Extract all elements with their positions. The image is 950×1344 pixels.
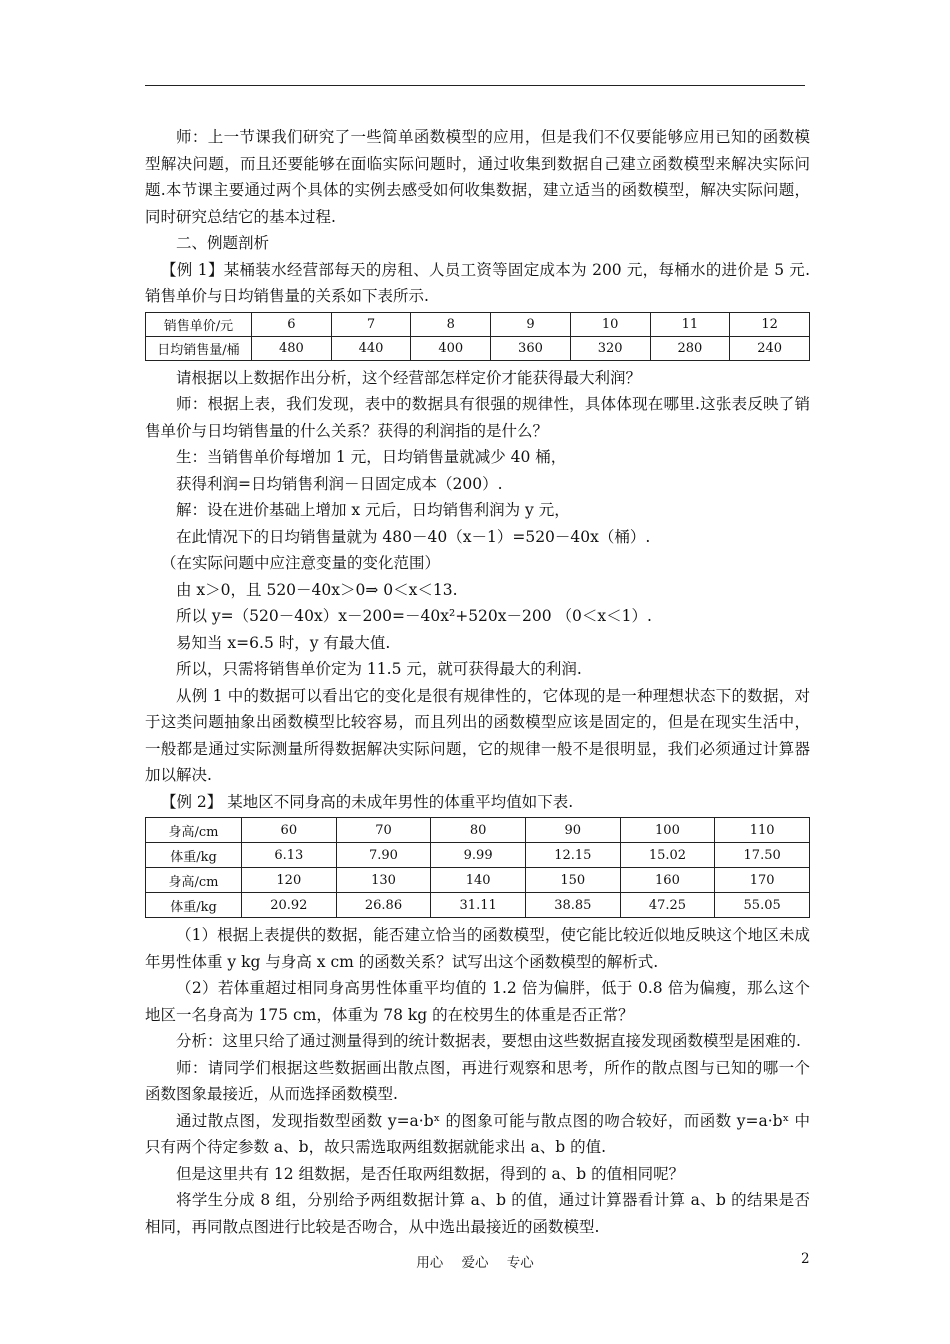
domain-derivation: 由 x＞0，且 520－40x＞0⇒ 0＜x＜13.	[176, 580, 458, 599]
example1-table	[145, 312, 810, 361]
solution-setup: 解：设在进价基础上增加 x 元后，日均销售利润为 y 元，	[176, 501, 570, 519]
example1-statement: 【例 1】某桶装水经营部每天的房租、人员工资等固定成本为 200 元，每桶水的进价是 5 元. 销售单价与日均销售量的关系如下表所示.	[145, 260, 810, 305]
table-cell: 120	[242, 868, 337, 893]
table-cell: 身高/cm	[146, 818, 242, 843]
example1-summary: 从例 1 中的数据可以看出它的变化是很有规律性的，它体现的是一种理想状态下的数据，对于这类问题抽象出函数模型比较容易，而且列出的函数模型应该是固定的，但是在现实生活中，一般都是通过实际测量所得数据解决实际问题，它的规律一般不是很明显，我们必须通过计算器加以解决.	[145, 686, 810, 784]
table-row	[146, 312, 810, 336]
table-cell: 6.13	[242, 843, 337, 868]
maximum-statement: 易知当 x=6.5 时，y 有最大值.	[176, 633, 391, 652]
table-cell: 280	[650, 336, 730, 360]
table-cell: 12	[730, 312, 810, 336]
page-body	[145, 124, 810, 1240]
question-1: （1）根据上表提供的数据，能否建立恰当的函数模型，使它能比较近似地反映这个地区未成年男性体重 y kg 与身高 x cm 的函数关系？试写出这个函数模型的解析式.	[145, 926, 810, 971]
table-cell: 31.11	[431, 893, 526, 918]
table-cell: 9.99	[431, 843, 526, 868]
table-cell: 90	[525, 818, 620, 843]
intro-paragraph: 师：上一节课我们研究了一些简单函数模型的应用，但是我们不仅要能够应用已知的函数模型解决问题，而且还要能够在面临实际问题时，通过收集到数据自己建立函数模型来解决实际问题.本节课主要通过两个具体的实例去感受如何收集数据，建立适当的函数模型，解决实际问题，同时研究总结它的基本过程.	[145, 128, 810, 226]
table-cell: 170	[715, 868, 810, 893]
table-row	[146, 336, 810, 360]
table-cell: 480	[252, 336, 332, 360]
table-cell: 400	[411, 336, 491, 360]
page-number: 2	[801, 1251, 810, 1267]
table-cell: 110	[715, 818, 810, 843]
table-cell: 7	[331, 312, 411, 336]
table-cell: 6	[252, 312, 332, 336]
table-cell: 320	[570, 336, 650, 360]
example2-statement: 【例 2】 某地区不同身高的未成年男性的体重平均值如下表.	[161, 792, 574, 811]
table-cell: 身高/cm	[146, 868, 242, 893]
example2-table	[145, 817, 810, 918]
table-cell: 38.85	[525, 893, 620, 918]
table-cell: 体重/kg	[146, 843, 242, 868]
data-question: 但是这里共有 12 组数据，是否任取两组数据，得到的 a、b 的值相同呢？	[176, 1164, 685, 1183]
profit-definition: 获得利润=日均销售利润－日固定成本（200）.	[176, 474, 503, 493]
table-row	[146, 818, 810, 843]
table-cell: 130	[336, 868, 431, 893]
table-cell: 12.15	[525, 843, 620, 868]
teacher-remark: 师：根据上表，我们发现，表中的数据具有很强的规律性，具体体现在哪里.这张表反映了销售单价与日均销售量的什么关系？获得的利润指的是什么？	[145, 395, 810, 440]
table-cell: 360	[491, 336, 571, 360]
footer-motto: 用心 爱心 专心	[416, 1255, 534, 1271]
header-rule	[145, 85, 805, 86]
table-cell: 11	[650, 312, 730, 336]
table-cell: 70	[336, 818, 431, 843]
table-cell: 9	[491, 312, 571, 336]
group-activity: 将学生分成 8 组，分别给予两组数据计算 a、b 的值，通过计算器看计算 a、b 的结果是否相同，再同散点图进行比较是否吻合，从中选出最接近的函数模型.	[145, 1191, 810, 1236]
table-row	[146, 893, 810, 918]
table-cell: 100	[620, 818, 715, 843]
section-heading: 二、例题剖析	[176, 234, 270, 252]
table-cell: 80	[431, 818, 526, 843]
table-cell: 10	[570, 312, 650, 336]
table-cell: 日均销售量/桶	[146, 336, 252, 360]
daily-sales-formula: 在此情况下的日均销售量就为 480－40（x－1）=520－40x（桶）.	[176, 527, 651, 546]
table-cell: 体重/kg	[146, 893, 242, 918]
table-cell: 8	[411, 312, 491, 336]
student-answer: 生：当销售单价每增加 1 元，日均销售量就减少 40 桶，	[176, 448, 567, 466]
analysis: 分析：这里只给了通过测量得到的统计数据表，要想由这些数据直接发现函数模型是困难的.	[176, 1032, 801, 1050]
table-cell: 240	[730, 336, 810, 360]
table-cell: 17.50	[715, 843, 810, 868]
table-cell: 440	[331, 336, 411, 360]
table-cell: 55.05	[715, 893, 810, 918]
table-cell: 160	[620, 868, 715, 893]
table-cell: 26.86	[336, 893, 431, 918]
table-row	[146, 843, 810, 868]
table-cell: 150	[525, 868, 620, 893]
table-cell: 60	[242, 818, 337, 843]
profit-function: 所以 y=（520－40x）x－200=－40x²+520x－200 （0＜x＜1）.	[176, 607, 652, 625]
range-note: （在实际问题中应注意变量的变化范围）	[161, 554, 441, 572]
conclusion: 所以，只需将销售单价定为 11.5 元，就可获得最大的利润.	[176, 660, 582, 678]
table-cell: 销售单价/元	[146, 312, 252, 336]
table-cell: 20.92	[242, 893, 337, 918]
teacher-instruction: 师：请同学们根据这些数据画出散点图，再进行观察和思考，所作的散点图与已知的哪一个函数图象最接近，从而选择函数模型.	[145, 1058, 810, 1103]
example1-question: 请根据以上数据作出分析，这个经营部怎样定价才能获得最大利润？	[176, 368, 642, 387]
question-2: （2）若体重超过相同身高男性体重平均值的 1.2 倍为偏胖，低于 0.8 倍为偏瘦，那么这个地区一名身高为 175 cm，体重为 78 kg 的在校男生的体重是否正常？	[145, 979, 810, 1024]
table-cell: 47.25	[620, 893, 715, 918]
table-row	[146, 868, 810, 893]
table-cell: 140	[431, 868, 526, 893]
table-cell: 15.02	[620, 843, 715, 868]
table-cell: 7.90	[336, 843, 431, 868]
scatter-observation: 通过散点图，发现指数型函数 y=a·bˣ 的图象可能与散点图的吻合较好，而函数 y=a·bˣ 中只有两个待定参数 a、b，故只需选取两组数据就能求出 a、b 的值.	[145, 1111, 810, 1156]
